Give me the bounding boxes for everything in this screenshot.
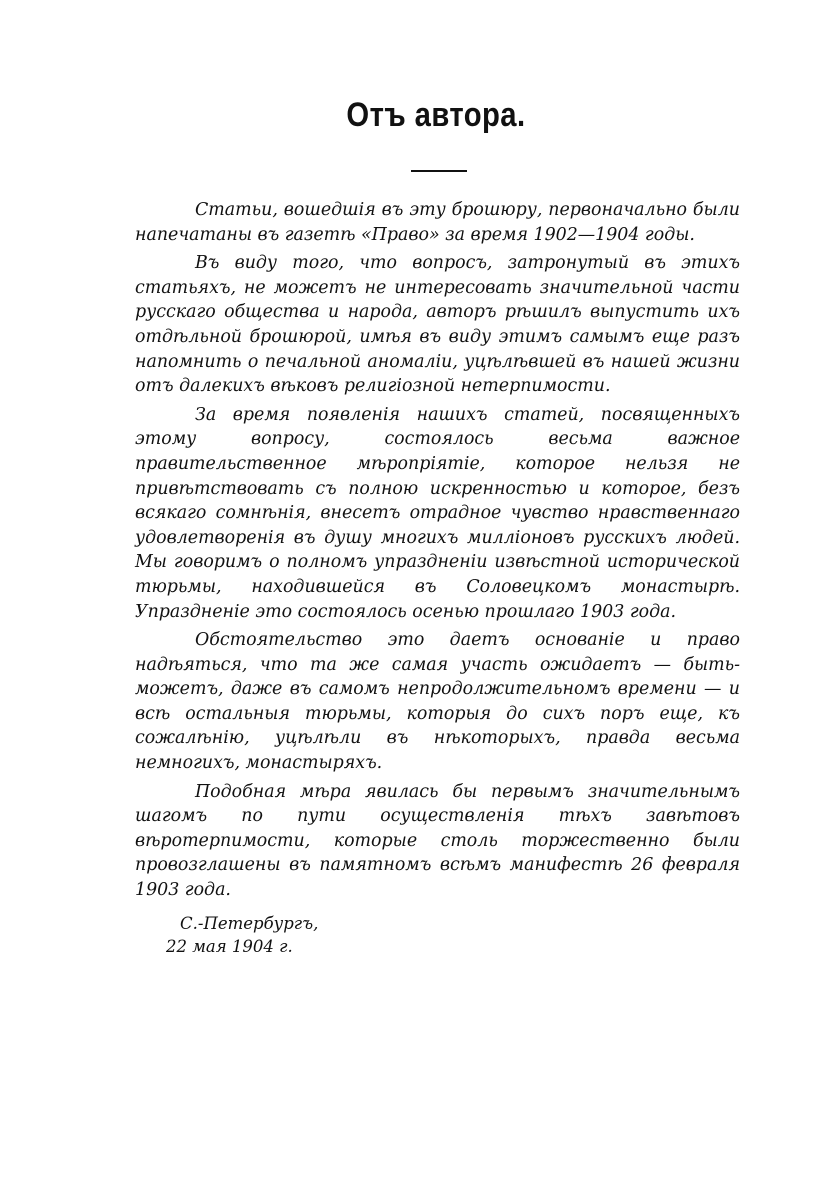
signature-date: 22 мая 1904 г. (166, 937, 293, 956)
page-title: Отъ автора. (346, 96, 526, 134)
signature-place: С.-Петербургъ, (180, 914, 319, 933)
preface-body (135, 198, 740, 907)
paragraph-5: Подобная мѣра явилась бы первымъ значительнымъ шагомъ по пути осуществленія тѣхъ завѣтовъ вѣротерпимости, которые столь торжественно были провозглашены въ памятномъ всѣмъ манифестѣ 26 февраля 1903 года. (135, 781, 740, 901)
title-divider (411, 170, 467, 172)
paragraph-4: Обстоятельство это даетъ основаніе и право надѣяться, что та же самая участь ожидаетъ — быть-можетъ, даже въ самомъ непродолжительномъ времени — и всѣ остальныя тюрьмы, которыя до сихъ поръ еще, къ сожалѣнію, уцѣлѣли въ нѣкоторыхъ, правда весьма немногихъ, монастыряхъ. (135, 630, 740, 774)
paragraph-1: Статьи, вошедшія въ эту брошюру, первоначально были напечатаны въ газетѣ «Право» за время 1902—1904 годы. (135, 200, 740, 245)
paragraph-3: За время появленія нашихъ статей, посвященныхъ этому вопросу, состоялось весьма важное правительственное мѣропріятіе, которое нельзя не привѣтствовать съ полною искренностью и которое, безъ всякаго сомнѣнія, внесетъ отрадное чувство нравственнаго удовлетворенія въ душу многихъ милліоновъ русскихъ людей. Мы говоримъ о полномъ упраздненіи извѣстной исторической тюрьмы, находившейся въ Соловецкомъ монастырѣ. Упраздненіе это состоялось осенью прошлаго 1903 года. (135, 404, 740, 622)
signature-block (166, 912, 480, 958)
paragraph-2: Въ виду того, что вопросъ, затронутый въ этихъ статьяхъ, не можетъ не интересовать значительной части русскаго общества и народа, авторъ рѣшилъ выпустить ихъ отдѣльной брошюрой, имѣя въ виду этимъ самымъ еще разъ напомнить о печальной аномаліи, уцѣлѣвшей въ нашей жизни отъ далекихъ вѣковъ религіозной нетерпимости. (135, 253, 740, 397)
